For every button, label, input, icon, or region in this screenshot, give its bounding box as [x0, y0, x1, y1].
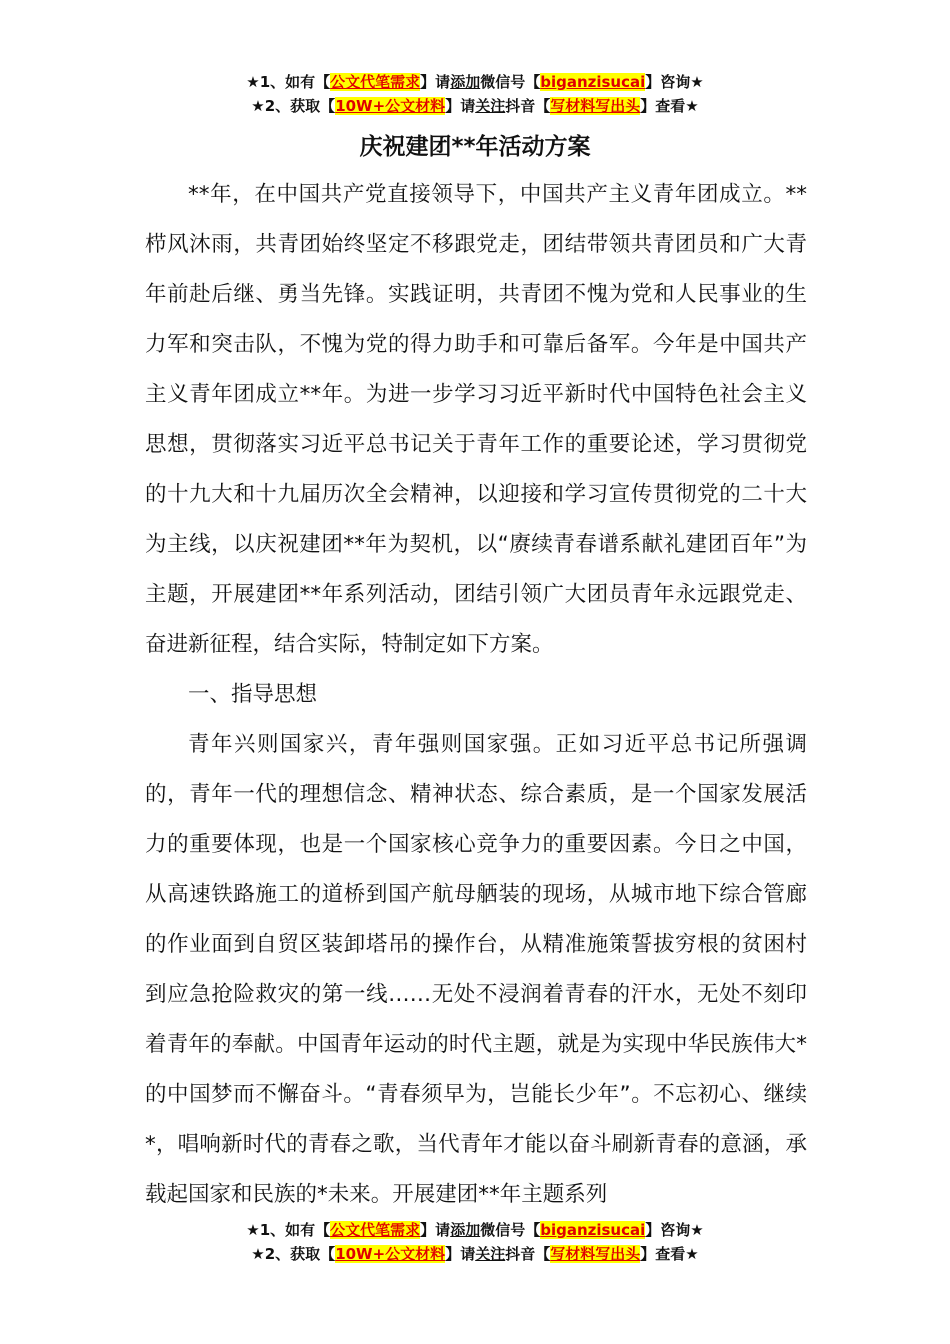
- highlight-materials: 10W+公文材料: [335, 1245, 446, 1263]
- document-title: 庆祝建团**年活动方案: [359, 134, 591, 160]
- document-body: [145, 170, 807, 1220]
- section-heading: 一、指导思想: [188, 682, 318, 707]
- paragraph-intro: **年，在中国共产党直接领导下，中国共产主义青年团成立。**栉风沐雨，共青团始终坚定不移跟党走，团结带领共青团员和广大青年前赴后继、勇当先锋。实践证明，共青团不愧为党和人民事业的生力军和突击队，不愧为党的得力助手和可靠后备军。今年是中国共产主义青年团成立**年。为进一步学习习近平新时代中国特色社会主义思想，贯彻落实习近平总书记关于青年工作的重要论述，学习贯彻党的十九大和十九届历次全会精神，以迎接和学习宣传贯彻党的二十大为主线，以庆祝建团**年为契机，以“赓续青春谱系献礼建团百年”为主题，开展建团**年系列活动，团结引领广大团员青年永远跟党走、奋进新征程，结合实际，特制定如下方案。: [145, 182, 807, 657]
- banner-line-2: ★2、获取【10W+公文材料】请关注抖音【写材料写出头】查看★: [251, 1245, 699, 1263]
- highlight-douyin: 写材料写出头: [550, 97, 641, 115]
- highlight-wechat-id: biganzisucai: [540, 1221, 646, 1239]
- highlight-douyin: 写材料写出头: [550, 1245, 641, 1263]
- banner-line-1: ★1、如有【公文代笔需求】请添加微信号【biganzisucai】咨询★: [246, 1221, 704, 1239]
- header-banner: [0, 70, 950, 118]
- paragraph-guiding-thought: 青年兴则国家兴，青年强则国家强。正如习近平总书记所强调的，青年一代的理想信念、精神状态、综合素质，是一个国家发展活力的重要体现，也是一个国家核心竞争力的重要因素。今日之中国，从高速铁路施工的道桥到国产航母舾装的现场，从城市地下综合管廊的作业面到自贸区装卸塔吊的操作台，从精准施策誓拔穷根的贫困村到应急抢险救灾的第一线……无处不浸润着青春的汗水，无处不刻印着青年的奉献。中国青年运动的时代主题，就是为实现中华民族伟大*的中国梦而不懈奋斗。“青春须早为，岂能长少年”。不忘初心、继续*，唱响新时代的青春之歌，当代青年才能以奋斗刷新青春的意涵，承载起国家和民族的*未来。开展建团**年主题系列: [145, 732, 807, 1207]
- banner-line-1: ★1、如有【公文代笔需求】请添加微信号【biganzisucai】咨询★: [246, 73, 704, 91]
- banner-line-2: ★2、获取【10W+公文材料】请关注抖音【写材料写出头】查看★: [251, 97, 699, 115]
- highlight-wechat-id: biganzisucai: [540, 73, 646, 91]
- footer-banner: [0, 1218, 950, 1266]
- highlight-materials: 10W+公文材料: [335, 97, 446, 115]
- highlight-service: 公文代笔需求: [330, 73, 421, 91]
- highlight-service: 公文代笔需求: [330, 1221, 421, 1239]
